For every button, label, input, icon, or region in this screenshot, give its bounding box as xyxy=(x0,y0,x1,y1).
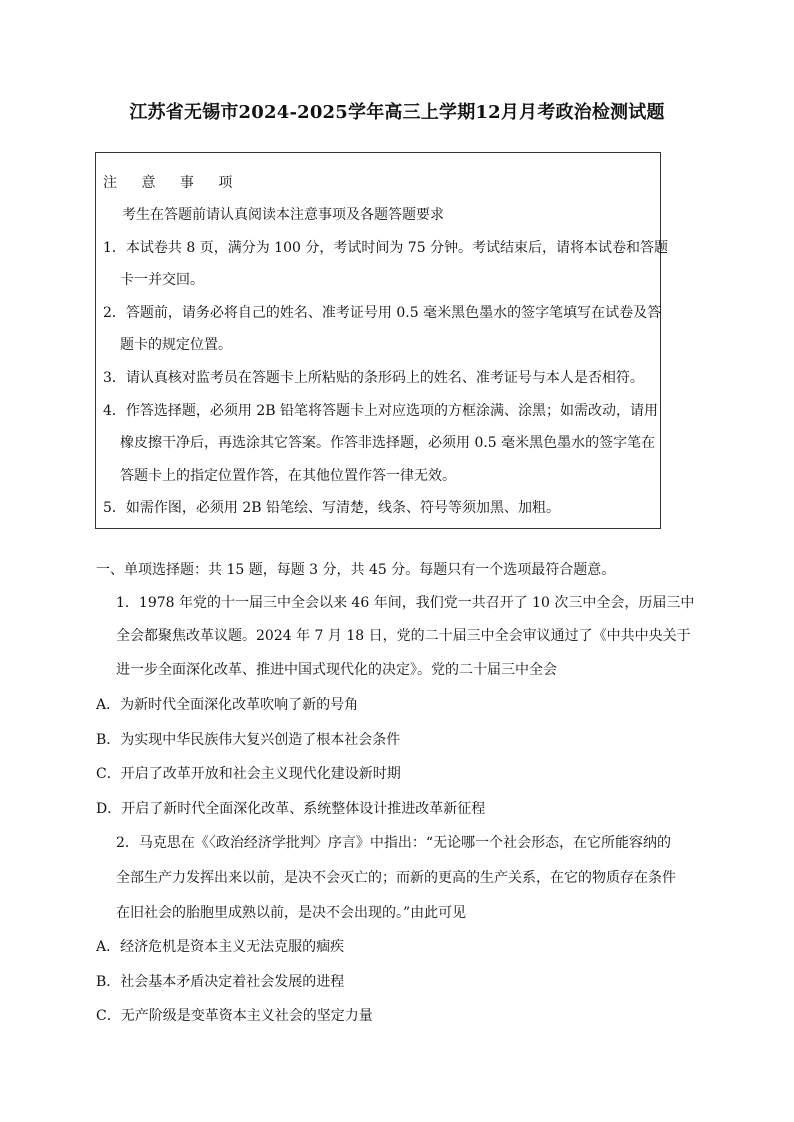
notice-intro: 考生在答题前请认真阅读本注意事项及各题答题要求 xyxy=(122,207,444,223)
question-stem-line: 全部生产力发挥出来以前，是决不会灭亡的；而新的更高的生产关系，在它的物质存在条件 xyxy=(116,870,676,886)
question-stem-line: 进一步全面深化改革、推进中国式现代化的决定》。党的二十届三中全会 xyxy=(116,662,557,678)
option-b: B．为实现中华民族伟大复兴创造了根本社会条件 xyxy=(96,732,401,748)
notice-line: 橡皮擦干净后，再选涂其它答案。作答非选择题，必须用 0.5 毫米黑色墨水的签字笔在 xyxy=(120,435,656,451)
notice-line: 5．如需作图，必须用 2B 铅笔绘、写清楚，线条、符号等须加黑、加粗。 xyxy=(103,500,561,516)
notice-heading: 注 意 事 项 xyxy=(103,175,243,191)
document-title: 江苏省无锡市2024-2025学年高三上学期12月月考政治检测试题 xyxy=(129,102,665,123)
option-a: A．经济危机是资本主义无法克服的痼疾 xyxy=(96,939,345,955)
option-a: A．为新时代全面深化改革吹响了新的号角 xyxy=(96,697,359,713)
notice-line: 3．请认真核对监考员在答题卡上所粘贴的条形码上的姓名、准考证号与本人是否相符。 xyxy=(103,370,644,386)
option-c: C．无产阶级是变革资本主义社会的坚定力量 xyxy=(96,1008,373,1024)
notice-line: 题卡的规定位置。 xyxy=(120,337,232,353)
option-c: C．开启了改革开放和社会主义现代化建设新时期 xyxy=(96,766,401,782)
question-stem-line: 全会都聚焦改革议题。2024 年 7 月 18 日，党的二十届三中全会审议通过了《中共中央关于 xyxy=(116,628,691,644)
question-stem-line: 2．马克思在《〈政治经济学批判〉序言》中指出：“无论哪一个社会形态，在它所能容纳的 xyxy=(116,835,672,851)
section-heading: 一、单项选择题：共 15 题，每题 3 分，共 45 分。每题只有一个选项最符合题意。 xyxy=(96,562,616,578)
notice-line: 4．作答选择题，必须用 2B 铅笔将答题卡上对应选项的方框涂满、涂黑；如需改动，请用 xyxy=(103,403,659,419)
notice-line: 2．答题前，请务必将自己的姓名、准考证号用 0.5 毫米黑色墨水的签字笔填写在试卷及答 xyxy=(103,305,662,321)
question-stem-line: 1．1978 年党的十一届三中全会以来 46 年间，我们党一共召开了 10 次三中全会，历届三中 xyxy=(116,595,695,611)
notice-line: 卡一并交回。 xyxy=(120,272,204,288)
notice-box xyxy=(95,152,669,529)
notice-line: 答题卡上的指定位置作答，在其他位置作答一律无效。 xyxy=(120,468,456,484)
option-b: B．社会基本矛盾决定着社会发展的进程 xyxy=(96,974,345,990)
question-stem-line: 在旧社会的胎胞里成熟以前，是决不会出现的。”由此可见 xyxy=(116,905,467,921)
notice-line: 1．本试卷共 8 页，满分为 100 分，考试时间为 75 分钟。考试结束后，请将本试卷和答题 xyxy=(103,240,669,256)
option-d: D．开启了新时代全面深化改革、系统整体设计推进改革新征程 xyxy=(96,801,486,817)
